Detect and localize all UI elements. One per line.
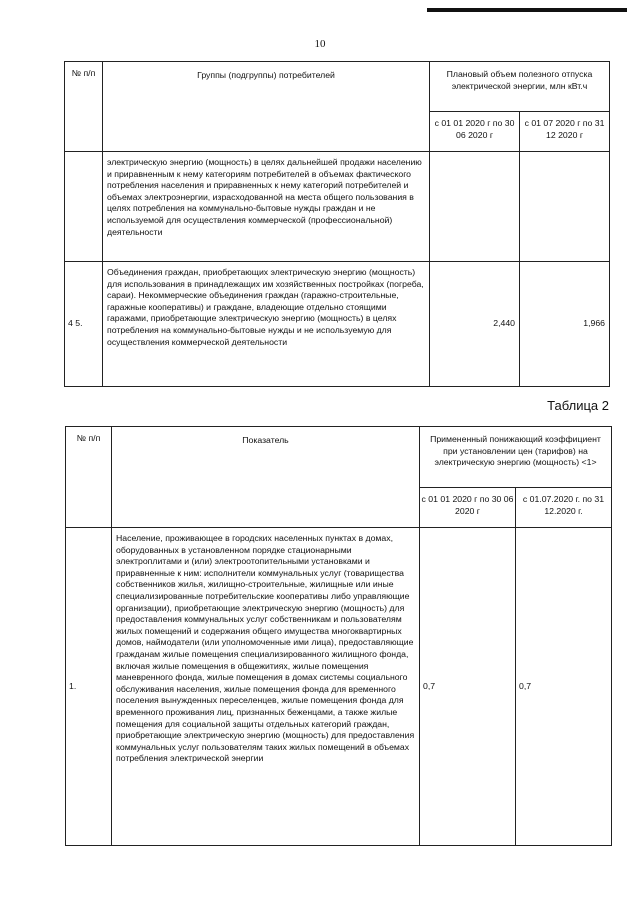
reduction-coefficient-table	[65, 426, 612, 846]
table1-header-num: № п/п	[65, 62, 103, 152]
table2-header-indicator: Показатель	[112, 427, 420, 528]
table-row	[66, 528, 612, 846]
header-rule	[427, 8, 627, 12]
table1-header-period1: с 01 01 2020 г по 30 06 2020 г	[430, 112, 520, 152]
consumer-group-text: электрическую энергию (мощность) в целях дальнейшей продажи населению и приравненным к нему категориям потребителей в объемах фактического потребления населения и приравненных к нему категорий потребителей и объемах электроэнергии, израсходованной на места общего пользования в целях потребления на коммунально-бытовые нужды граждан и не используемой для осуществления коммерческой (профессиональной) деятельности	[103, 152, 430, 262]
table1-header-period2: с 01 07 2020 г по 31 12 2020 г	[520, 112, 610, 152]
table1-header-row	[65, 62, 610, 112]
table2-header-period1: с 01 01 2020 г по 30 06 2020 г	[420, 488, 516, 528]
volume-period2	[520, 152, 610, 262]
table1-header-plan: Плановый объем полезного отпуска электрической энергии, млн кВт.ч	[430, 62, 610, 112]
table2-header-period2: с 01.07.2020 г. по 31 12.2020 г.	[516, 488, 612, 528]
page-number: 10	[314, 38, 326, 50]
row-number: 1.	[66, 528, 112, 846]
row-number: 4 5.	[65, 262, 103, 387]
table-row	[65, 152, 610, 262]
row-number	[65, 152, 103, 262]
volume-period2: 1,966	[520, 262, 610, 387]
consumer-group-text: Объединения граждан, приобретающих электрическую энергию (мощность) для использования в принадлежащих им хозяйственных постройках (погреба, сараи). Некоммерческие объединения граждан (гаражно-строительные, гаражные кооперативы) и граждане, владеющие отдельно стоящими гаражами, приобретающие электрическую энергию (мощность) в целях потребления на коммунально-бытовые нужды и не используемую для осуществления коммерческой деятельности	[103, 262, 430, 387]
volume-period1	[430, 152, 520, 262]
table1-header-group: Группы (подгруппы) потребителей	[103, 62, 430, 152]
volume-period1: 2,440	[430, 262, 520, 387]
table2-header-coef: Примененный понижающий коэффициент при установлении цен (тарифов) на электрическую энергию (мощность) <1>	[420, 427, 612, 488]
table2-header-num: № п/п	[66, 427, 112, 528]
table-row	[65, 262, 610, 387]
coef-period2: 0,7	[516, 528, 612, 846]
table2-header-row	[66, 427, 612, 488]
indicator-text: Население, проживающее в городских населенных пунктах в домах, оборудованных в установленном порядке стационарными электроплитами и (или) электроотопительными установками и приравненные к ним: исполнители коммунальных услуг (товарищества собственников жилья, жилищно-строительные, жилищные или иные специализированные потребительские кооперативы либо управляющие организации), приобретающие электрическую энергию (мощность) для предоставления коммунальных услуг собственникам и пользователям жилых помещений и содержания общего имущества многоквартирных домов, наймодатели (или уполномоченные ими лица), предоставляющие гражданам жилые помещения специализированного жилищного фонда, включая жилые помещения в общежитиях, жилые помещения маневренного фонда, жилые помещения в домах системы социального обслуживания населения, жилые помещения фонда для временного поселения вынужденных переселенцев, жилые помещения фонда для временного проживания лиц, признанных беженцами, а также жилые помещения для социальной защиты отдельных категорий граждан, приобретающие электрическую энергию (мощность) для предоставления коммунальных услуг пользователям таких жилых помещений в объемах потребления электрической энергии	[112, 528, 420, 846]
table2-caption: Таблица 2	[547, 398, 609, 413]
planned-volume-table	[64, 61, 610, 387]
coef-period1: 0,7	[420, 528, 516, 846]
